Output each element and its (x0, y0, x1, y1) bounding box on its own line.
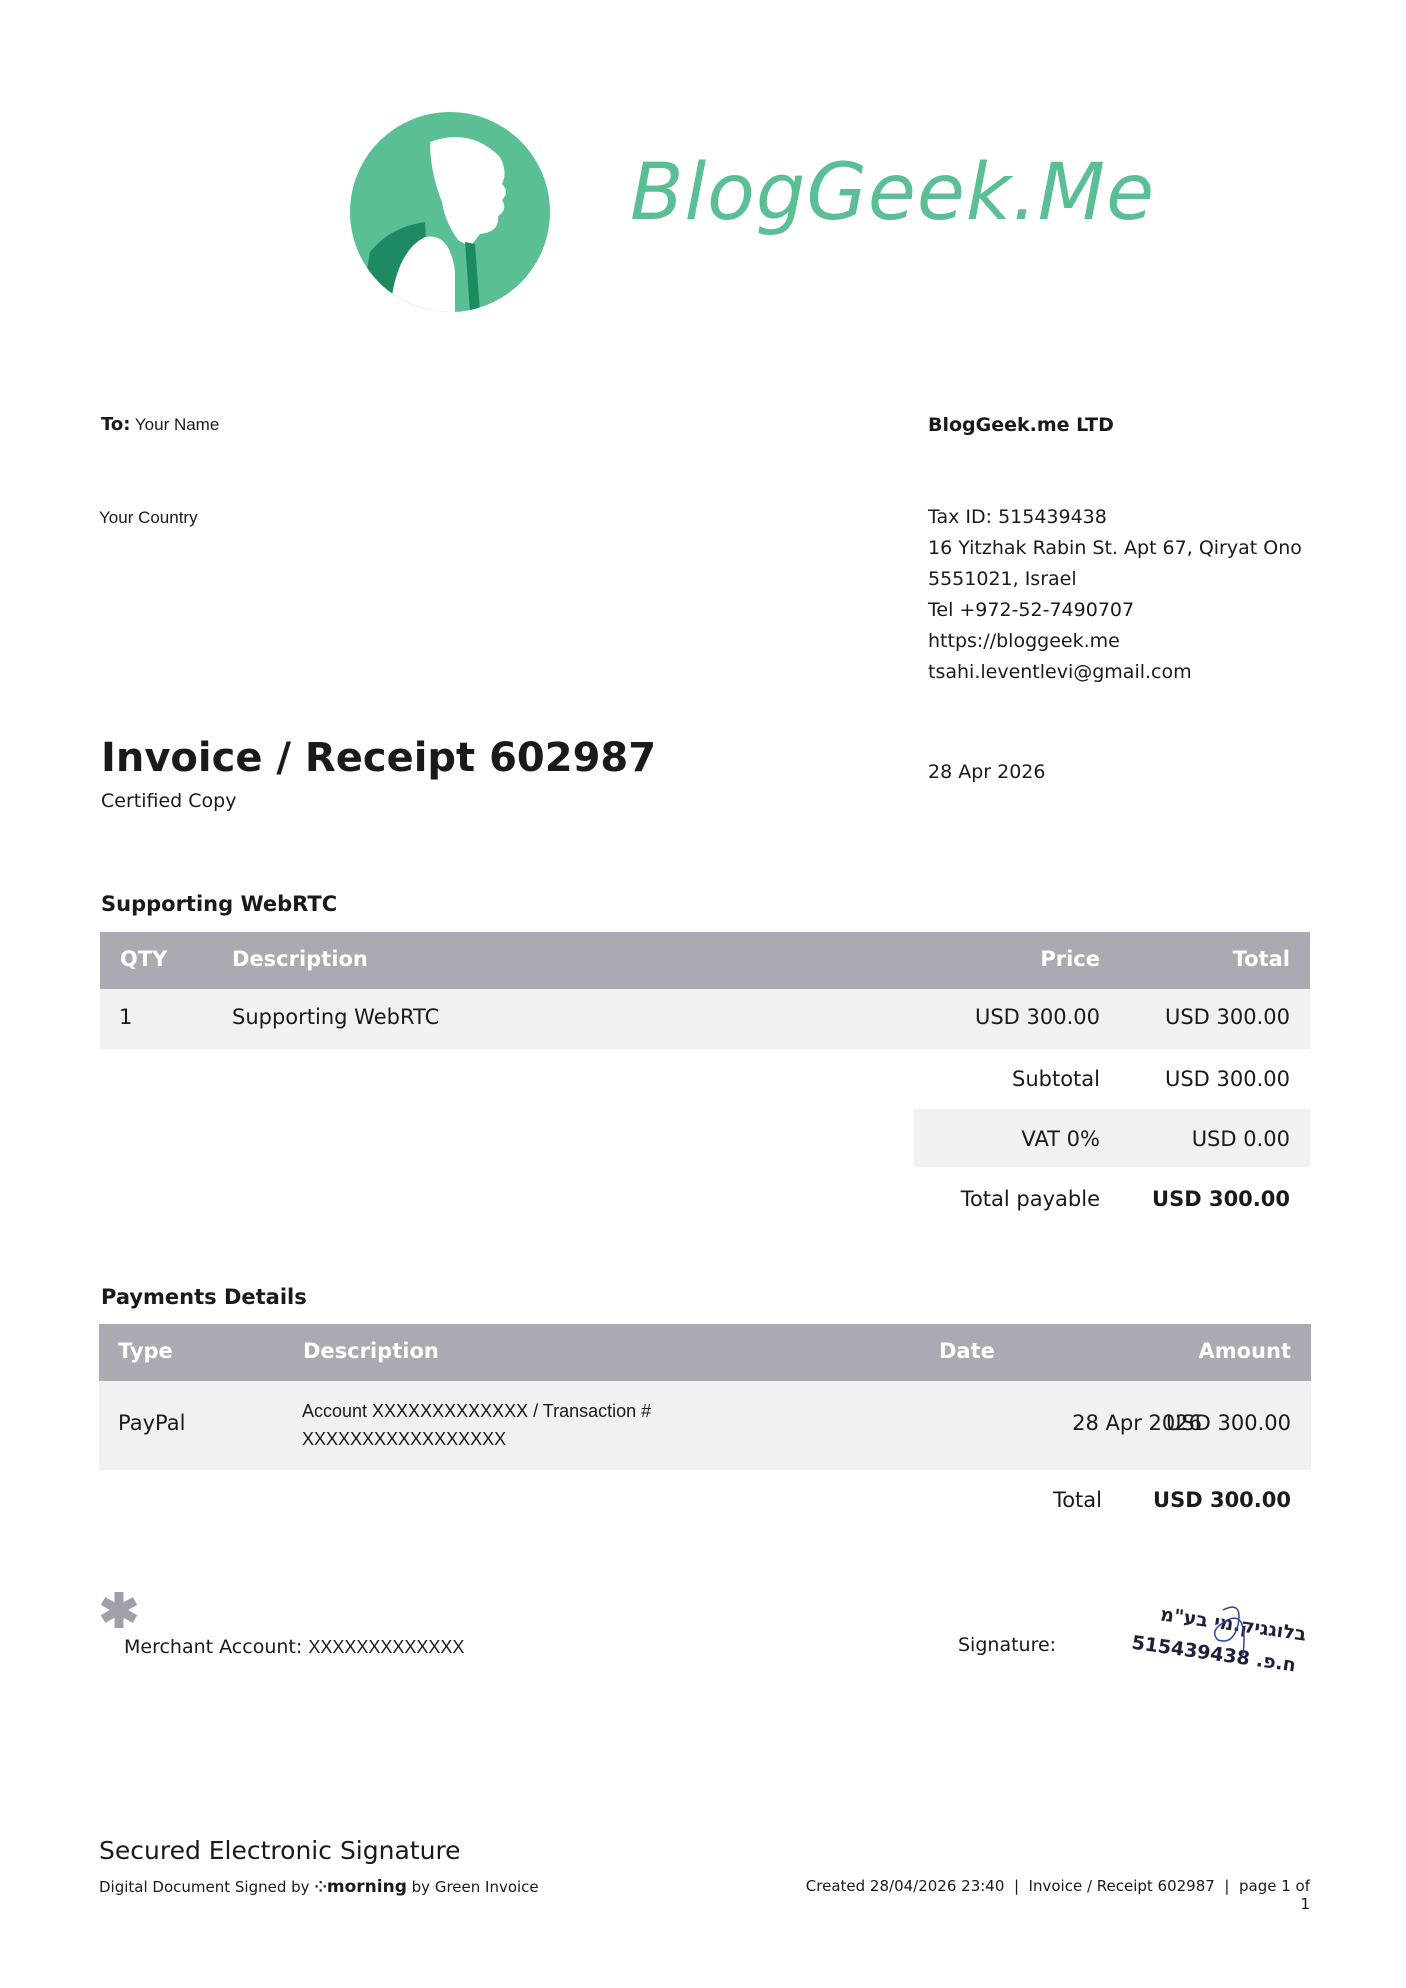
item-total: USD 300.00 (1164, 1005, 1290, 1029)
merchant-account (124, 1636, 464, 1658)
recipient-line (101, 414, 219, 435)
table-row (100, 989, 1310, 1049)
signed-by-line (99, 1877, 539, 1897)
item-qty: 1 (119, 1005, 133, 1029)
header-price: Price (1040, 947, 1100, 971)
brand-name: BlogGeek.Me (630, 148, 1156, 238)
issuer-company: BlogGeek.me LTD (928, 414, 1114, 436)
asterisk-icon (99, 1590, 139, 1630)
header-total: Total (1232, 947, 1290, 971)
issuer-phone: Tel +972-52-7490707 (928, 599, 1135, 621)
payment-date: 28 Apr 2026 (1072, 1411, 1202, 1435)
total-payable-value: USD 300.00 (1152, 1187, 1290, 1211)
signature-label: Signature: (958, 1634, 1057, 1656)
merchant-value: XXXXXXXXXXXXX (308, 1637, 465, 1657)
document-date: 28 Apr 2026 (928, 761, 1046, 783)
payment-description (302, 1397, 651, 1453)
stamp-line1: בלוגגיק.מי בע"מ (1158, 1603, 1308, 1646)
footer-doc-ref: Invoice / Receipt 602987 (1028, 1877, 1215, 1895)
table-row (99, 1381, 1311, 1470)
vat-value: USD 0.00 (1191, 1127, 1290, 1151)
payment-type: PayPal (118, 1411, 186, 1435)
header-type: Type (118, 1339, 173, 1363)
header-description: Description (232, 947, 368, 971)
footer-created: Created 28/04/2026 23:40 (805, 1877, 1005, 1895)
recipient-country: Your Country (99, 508, 198, 527)
items-section-title: Supporting WebRTC (101, 892, 338, 916)
signed-suffix: by Green Invoice (411, 1878, 539, 1896)
total-payable-label: Total payable (960, 1187, 1100, 1211)
header-date: Date (939, 1339, 995, 1363)
payments-total-label: Total (1052, 1488, 1102, 1512)
brand-logo-icon (350, 112, 550, 312)
header-amount: Amount (1198, 1339, 1291, 1363)
secured-signature-title: Secured Electronic Signature (99, 1836, 461, 1865)
issuer-info (928, 502, 1302, 688)
signature-stamp (1130, 1600, 1308, 1690)
to-label: To: (101, 414, 131, 435)
morning-logo-icon: ⁘ (314, 1878, 327, 1896)
item-description: Supporting WebRTC (232, 1005, 440, 1029)
document-title: Invoice / Receipt 602987 (101, 735, 657, 781)
stamp-line2: ח.פ. 515439438 (1130, 1631, 1298, 1677)
recipient-name: Your Name (134, 415, 220, 434)
footer-meta (798, 1877, 1310, 1913)
footer-page: page 1 of 1 (1238, 1877, 1310, 1913)
subtotal-value: USD 300.00 (1164, 1067, 1290, 1091)
issuer-address2: 5551021, Israel (928, 568, 1077, 590)
merchant-label: Merchant Account: (124, 1636, 303, 1658)
signed-brand: morning (326, 1877, 407, 1897)
signed-prefix: Digital Document Signed by (99, 1878, 310, 1896)
items-table-header (100, 932, 1310, 989)
issuer-tax-id: Tax ID: 515439438 (928, 506, 1107, 528)
payment-description-line1: Account XXXXXXXXXXXXX / Transaction # (302, 1401, 652, 1421)
payments-section-title: Payments Details (101, 1285, 307, 1309)
header-qty: QTY (120, 947, 168, 971)
footer-separator: | (1013, 1877, 1019, 1895)
payments-total-value: USD 300.00 (1153, 1488, 1291, 1512)
payment-description-line2: XXXXXXXXXXXXXXXXX (302, 1429, 507, 1449)
document-subtitle: Certified Copy (101, 790, 237, 812)
vat-label: VAT 0% (1021, 1127, 1100, 1151)
issuer-website[interactable]: https://bloggeek.me (928, 630, 1120, 652)
subtotal-label: Subtotal (1012, 1067, 1100, 1091)
header-pay-description: Description (303, 1339, 439, 1363)
item-price: USD 300.00 (974, 1005, 1100, 1029)
issuer-email[interactable]: tsahi.leventlevi@gmail.com (928, 661, 1192, 683)
footer-separator: | (1224, 1877, 1230, 1895)
payment-amount: USD 300.00 (1165, 1411, 1291, 1435)
issuer-address1: 16 Yitzhak Rabin St. Apt 67, Qiryat Ono (928, 537, 1302, 559)
payments-table-header (99, 1324, 1311, 1381)
